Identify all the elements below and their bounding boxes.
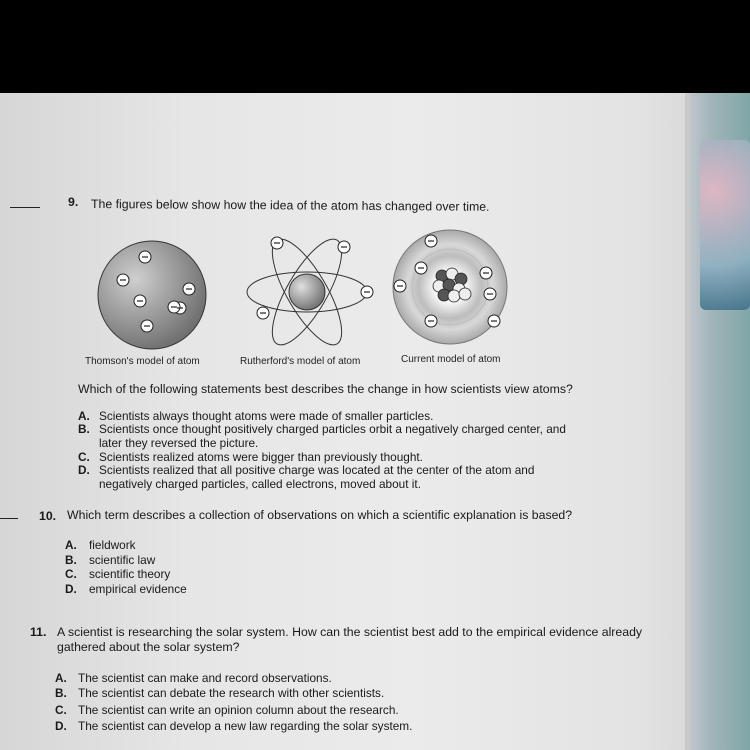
question-11-number: 11.: [30, 625, 47, 639]
question-10-text: Which term describes a collection of observations on which a scientific explanation is based?: [67, 508, 573, 522]
thomson-caption: Thomson's model of atom: [85, 356, 200, 367]
option-10b-text[interactable]: scientific law: [89, 553, 156, 567]
option-11d-text[interactable]: The scientist can develop a new law regarding the solar system.: [78, 719, 413, 733]
option-9b-text-2[interactable]: later they reversed the picture.: [99, 436, 259, 450]
option-10d-letter[interactable]: D.: [65, 582, 77, 596]
option-10c-letter[interactable]: C.: [65, 567, 77, 581]
question-11-text-2: gathered about the solar system?: [57, 640, 240, 654]
option-10c-text[interactable]: scientific theory: [89, 567, 171, 581]
current-caption: Current model of atom: [401, 354, 501, 365]
question-9-number: 9.: [68, 195, 79, 209]
question-9-text: The figures below show how the idea of the atom has changed over time.: [90, 197, 490, 214]
thomson-atom-figure: [95, 240, 215, 350]
option-9d-text-2[interactable]: negatively charged particles, called electrons, moved about it.: [99, 477, 421, 491]
option-9d-text-1[interactable]: Scientists realized that all positive charge was located at the center of the atom and: [99, 463, 535, 477]
option-10b-letter[interactable]: B.: [65, 553, 77, 567]
option-9b-text-1[interactable]: Scientists once thought positively charged particles orbit a negatively charged center, and: [99, 422, 566, 436]
rutherford-caption: Rutherford's model of atom: [240, 356, 361, 367]
option-10a-text[interactable]: fieldwork: [89, 538, 136, 552]
rutherford-atom-figure: [245, 235, 380, 350]
option-11c-letter[interactable]: C.: [55, 703, 67, 717]
option-11a-text[interactable]: The scientist can make and record observations.: [78, 671, 332, 685]
option-9c-text[interactable]: Scientists realized atoms were bigger than previously thought.: [99, 450, 423, 464]
question-9-prompt: Which of the following statements best describes the change in how scientists view atoms?: [78, 382, 573, 396]
option-11b-letter[interactable]: B.: [55, 686, 67, 700]
option-9c-letter[interactable]: C.: [78, 450, 90, 464]
question-10-number: 10.: [39, 509, 57, 523]
answer-blank-9[interactable]: [10, 207, 40, 208]
option-11b-text[interactable]: The scientist can debate the research with other scientists.: [78, 686, 385, 700]
option-11c-text[interactable]: The scientist can write an opinion column about the research.: [78, 703, 399, 717]
option-10d-text[interactable]: empirical evidence: [89, 582, 187, 596]
option-9b-letter[interactable]: B.: [78, 422, 90, 436]
question-11-text-1: A scientist is researching the solar system. How can the scientist best add to the empirical evidence already: [57, 625, 643, 639]
answer-blank-10[interactable]: [0, 518, 18, 519]
option-9d-letter[interactable]: D.: [78, 463, 90, 477]
background-object: [700, 140, 750, 310]
option-9a-text[interactable]: Scientists always thought atoms were made of smaller particles.: [99, 409, 434, 423]
option-10a-letter[interactable]: A.: [65, 538, 77, 552]
option-9a-letter[interactable]: A.: [78, 409, 90, 423]
option-11d-letter[interactable]: D.: [55, 719, 67, 733]
option-11a-letter[interactable]: A.: [55, 671, 67, 685]
current-atom-figure: [390, 228, 510, 346]
